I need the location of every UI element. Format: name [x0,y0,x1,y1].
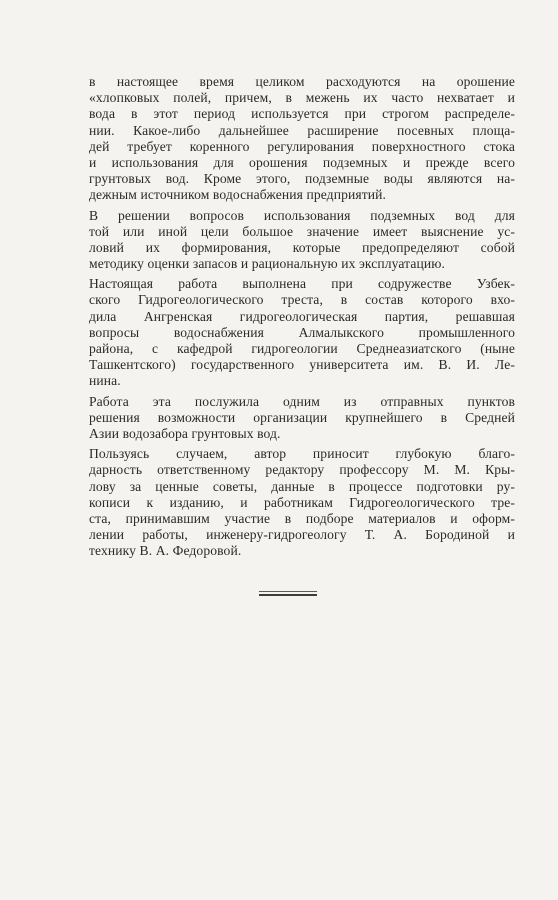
text-line: методику оценки запасов и рациональную их эксплуатацию. [89,256,446,272]
text-line: нина. [89,373,121,389]
text-line: В решении вопросов использования подземных вод для [89,207,515,223]
text-line: в настоящее время целиком расходуются на орошение [89,74,515,89]
text-line: нии. Какое-либо дальнейшее расширение посевных площа- [89,122,515,138]
text-line: вопросы водоснабжения Алмалыкского промышленного [89,324,515,340]
text-line: Ташкентского) государственного университета им. В. И. Ле- [89,357,515,373]
text-line: Азии водозабора грунтовых вод. [89,425,281,441]
text-line: дила Ангренская гидрогеологическая партия, решавшая [89,308,515,324]
text-line: дежным источником водоснабжения предприятий. [89,187,386,203]
text-line: ского Гидрогеологического треста, в состав которого вхо- [89,292,515,308]
paragraph-1 [89,74,515,204]
text-line: решения возможности организации крупнейшего в Средней [89,409,515,425]
text-line: Пользуясь случаем, автор приносит глубокую благо- [89,446,515,462]
text-line: дей требует коренного регулирования поверхностного стока [89,138,515,154]
text-line: ста, принимавшим участие в подборе материалов и оформ- [89,510,515,526]
text-line: «хлопковых полей, причем, в межень их часто нехватает и [89,90,515,106]
text-line: Настоящая работа выполнена при содружестве Узбек- [89,276,515,292]
text-line: лении работы, инженеру-гидрогеологу Т. А. Бородиной и [89,527,515,543]
text-line: ловий их формирования, которые предопределяют собой [89,239,515,255]
text-line: грунтовых вод. Кроме этого, подземные воды являются на- [89,171,515,187]
divider-line-bottom [259,594,317,596]
paragraph-4 [89,394,515,443]
text-line: той или иной цели большое значение имеет выяснение ус- [89,223,515,239]
paragraph-2 [89,208,515,273]
text-line: технику В. А. Федоровой. [89,543,242,559]
text-line: района, с кафедрой гидрогеологии Среднеазиатского (ныне [89,341,515,356]
text-line: и использования для орошения подземных и прежде всего [89,154,515,170]
divider-line-top [259,591,317,592]
text-line: Работа эта послужила одним из отправных пунктов [89,393,515,409]
text-line: вода в этот период используется при строгом распределе- [89,106,515,122]
text-line: лову за ценные советы, данные в процессе подготовки ру- [89,478,515,494]
text-line: кописи к изданию, и работникам Гидрогеологического тре- [89,494,515,510]
paragraph-3 [89,276,515,389]
text-line: дарность ответственному редактору профессору М. М. Кры- [89,462,515,478]
paragraph-5 [89,446,515,559]
section-divider [259,591,317,598]
body-text [89,74,515,563]
